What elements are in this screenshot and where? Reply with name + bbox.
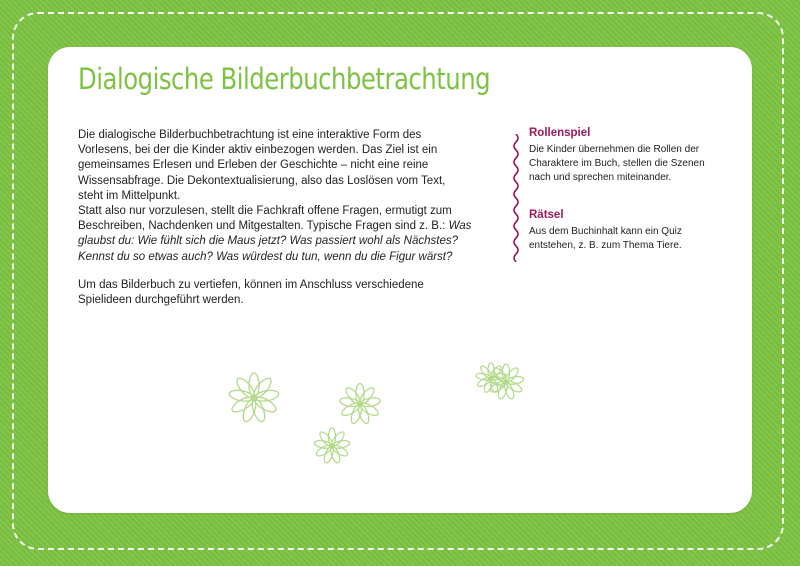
page-title: Dialogische Bilderbuchbetrachtung <box>78 62 491 96</box>
side-heading: Rollenspiel <box>529 127 591 139</box>
main-text <box>78 128 473 308</box>
intro-paragraph: Die dialogische Bilderbuchbetrachtung ist eine interaktive Form des Vorlesens, bei der die Kinder aktiv einbezogen werden. Das Ziel ist ein gemeinsames Erlesen und Erleben der Geschichte – nicht eine reine Wissensabfrage. Die Dekontextualisierung, also das Loslösen vom Text, steht im Mittelpunkt. <box>78 129 446 202</box>
side-text: Die Kinder übernehmen die Rollen der Charaktere im Buch, stellen die Szenen nach und sprechen miteinander. <box>529 144 705 183</box>
flower-icon <box>337 381 383 427</box>
questions-intro: Statt also nur vorzulesen, stellt die Fachkraft offene Fragen, ermutigt zum Beschreiben, Nachdenken und Mitgestalten. Typische Fragen sind z. B.: <box>78 205 452 233</box>
side-item-rollenspiel <box>529 126 719 185</box>
questions-paragraph <box>78 204 473 265</box>
flower-icon <box>486 362 526 402</box>
flower-icon <box>312 426 352 466</box>
flower-icon <box>226 370 282 426</box>
example-questions: Was glaubst du: Wie fühlt sich die Maus jetzt? Was passiert wohl als Nächstes? Kennst du so etwas auch? Was würdest du tun, wenn du die Figur wärst? <box>78 220 472 263</box>
wavy-line-icon <box>512 134 520 262</box>
closing-paragraph: Um das Bilderbuch zu vertiefen, können im Anschluss verschiedene Spielideen durchgeführt werden. <box>78 278 424 307</box>
side-panel <box>512 126 712 266</box>
side-item-raetsel <box>529 208 719 253</box>
side-heading: Rätsel <box>529 209 564 221</box>
side-text: Aus dem Buchinhalt kann ein Quiz entstehen, z. B. zum Thema Tiere. <box>529 226 682 251</box>
